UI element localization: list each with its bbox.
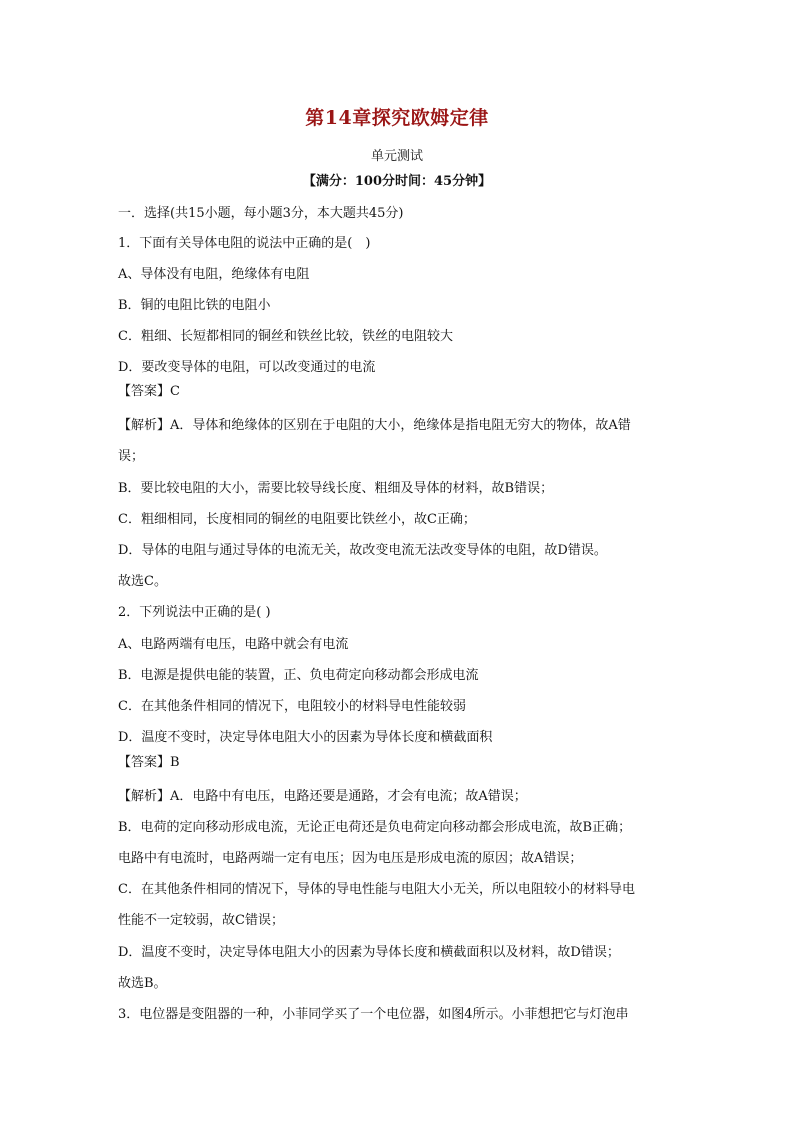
question-1-answer: 【答案】C — [118, 384, 180, 399]
question-2-stem: 2．下列说法中正确的是( ) — [118, 605, 271, 620]
question-2-analysis-line: B．电荷的定向移动形成电流，无论正电荷还是负电荷定向移动都会形成电流，故B正确； — [118, 820, 632, 835]
question-2-analysis-line: 【解析】A．电路中有电压，电路还要是通路，才会有电流；故A错误； — [118, 789, 527, 804]
chapter-title: 第14章探究欧姆定律 — [305, 107, 489, 129]
question-2-analysis-line: 电路中有电流时，电路两端一定有电压；因为电压是形成电流的原因；故A错误； — [118, 851, 583, 866]
question-2-answer: 【答案】B — [118, 755, 180, 770]
question-1-option-d: D．要改变导体的电阻，可以改变通过的电流 — [118, 360, 376, 375]
question-1-analysis-line: C．粗细相同，长度相同的铜丝的电阻要比铁丝小，故C正确； — [118, 512, 476, 527]
question-1-analysis-line: 【解析】A．导体和绝缘体的区别在于电阻的大小，绝缘体是指电阻无穷大的物体，故A错 — [118, 418, 631, 433]
question-2-analysis-line: 性能不一定较弱，故C错误； — [118, 913, 284, 928]
section-heading: 一．选择(共15小题，每小题3分，本大题共45分) — [118, 206, 404, 221]
question-1-analysis-line: 误； — [118, 449, 145, 464]
question-3-stem: 3．电位器是变阻器的一种，小菲同学买了一个电位器，如图4所示。小菲想把它与灯泡串 — [118, 1007, 629, 1022]
question-2-analysis-line: D．温度不变时，决定导体电阻大小的因素为导体长度和横截面积以及材料，故D错误； — [118, 945, 620, 960]
question-1-conclusion: 故选C。 — [118, 574, 167, 589]
question-1-option-a: A、导体没有电阻，绝缘体有电阻 — [118, 267, 310, 282]
question-2-analysis-line: C．在其他条件相同的情况下，导体的导电性能与电阻大小无关，所以电阻较小的材料导电 — [118, 882, 635, 897]
question-1-analysis-line: D．导体的电阻与通过导体的电流无关，故改变电流无法改变导体的电阻，故D错误。 — [118, 543, 607, 558]
question-2-option-c: C．在其他条件相同的情况下，电阻较小的材料导电性能较弱 — [118, 699, 466, 714]
question-2-option-d: D．温度不变时，决定导体电阻大小的因素为导体长度和横截面积 — [118, 730, 493, 745]
question-1-stem: 1．下面有关导体电阻的说法中正确的是( ) — [118, 236, 371, 251]
unit-test-subtitle: 单元测试 — [370, 149, 423, 164]
question-1-analysis-line: B．要比较电阻的大小，需要比较导线长度、粗细及导体的材料，故B错误； — [118, 481, 554, 496]
score-time-info: 【满分：100分时间：45分钟】 — [302, 174, 492, 189]
question-1-option-b: B．铜的电阻比铁的电阻小 — [118, 298, 271, 313]
question-2-option-a: A、电路两端有电压，电路中就会有电流 — [118, 637, 349, 652]
question-2-option-b: B．电源是提供电能的装置，正、负电荷定向移动都会形成电流 — [118, 668, 479, 683]
question-1-option-c: C．粗细、长短都相同的铜丝和铁丝比较，铁丝的电阻较大 — [118, 329, 453, 344]
question-2-conclusion: 故选B。 — [118, 976, 167, 991]
